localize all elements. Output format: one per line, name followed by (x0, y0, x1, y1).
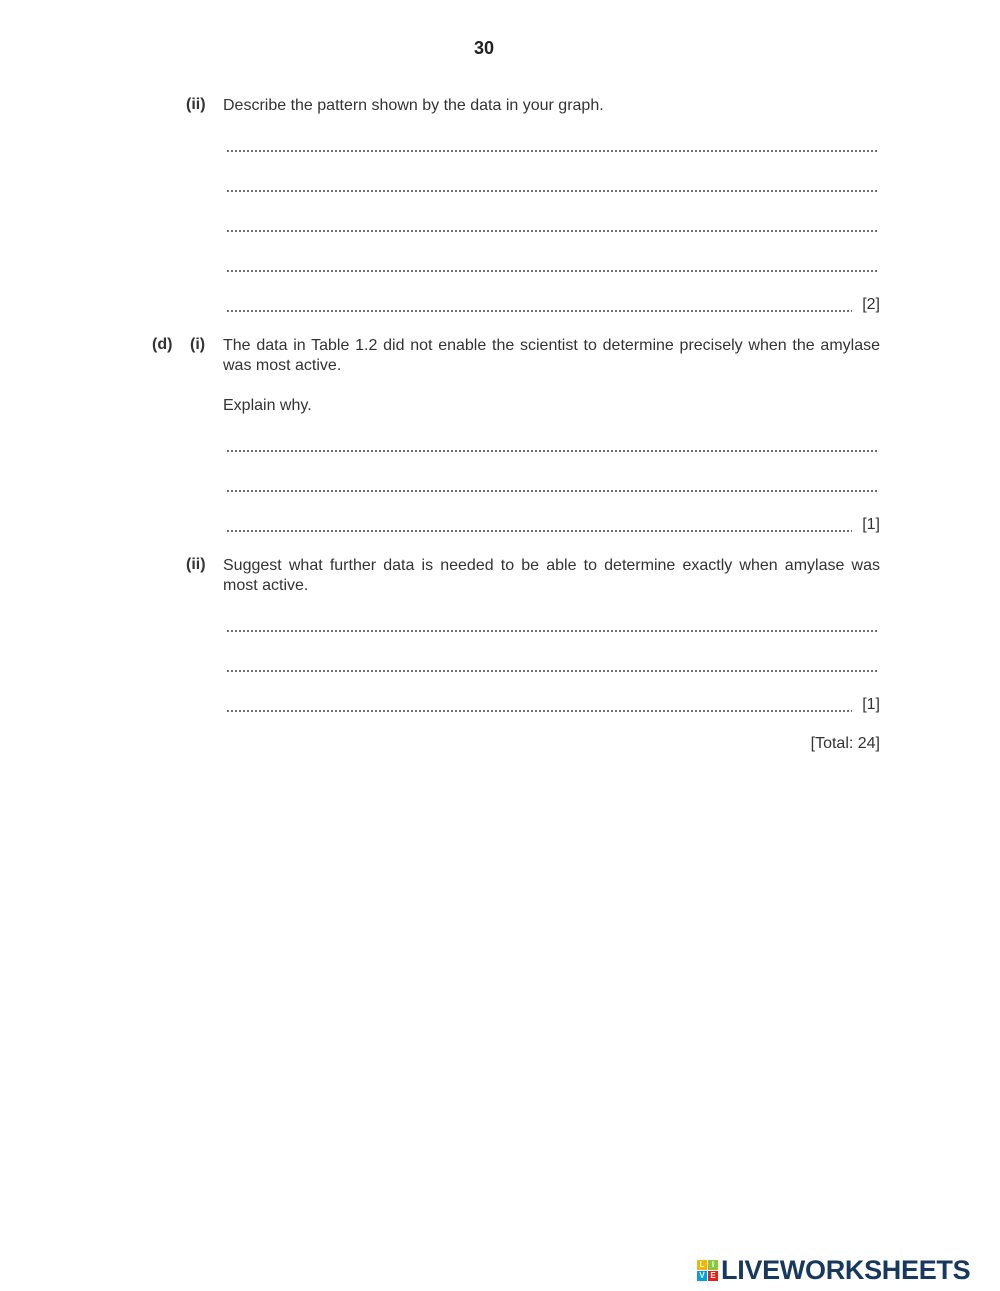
dotted-line (226, 670, 879, 672)
dotted-line (226, 710, 852, 712)
total-marks: [Total: 24] (810, 735, 880, 752)
question-d-i-label: (i) (190, 336, 206, 353)
dotted-line (226, 190, 879, 192)
dotted-line (226, 450, 879, 452)
marks-c-ii: [2] (862, 296, 880, 313)
dotted-line (226, 490, 879, 492)
liveworksheets-logo[interactable] (697, 1256, 970, 1284)
dotted-line (226, 630, 879, 632)
logo-tiles-icon: L I V E (697, 1260, 718, 1281)
logo-text: LIVEWORKSHEETS (721, 1254, 971, 1285)
question-c-ii-label: (ii) (186, 96, 206, 113)
question-d-label: (d) (152, 336, 173, 353)
dotted-line (226, 530, 852, 532)
dotted-line (226, 150, 879, 152)
question-d-i-instruction: Explain why. (223, 397, 312, 414)
question-d-ii-label: (ii) (186, 556, 206, 573)
question-d-ii-text: Suggest what further data is needed to be able to determine exactly when amylase was most active. (223, 557, 880, 594)
dotted-line (226, 310, 852, 312)
question-d-i-text: The data in Table 1.2 did not enable the scientist to determine precisely when the amylase was most active. (223, 337, 880, 374)
page-number: 30 (473, 38, 495, 58)
marks-d-ii: [1] (862, 696, 880, 713)
dotted-line (226, 270, 879, 272)
dotted-line (226, 230, 879, 232)
question-c-ii-text: Describe the pattern shown by the data in your graph. (223, 97, 604, 114)
marks-d-i: [1] (862, 516, 880, 533)
